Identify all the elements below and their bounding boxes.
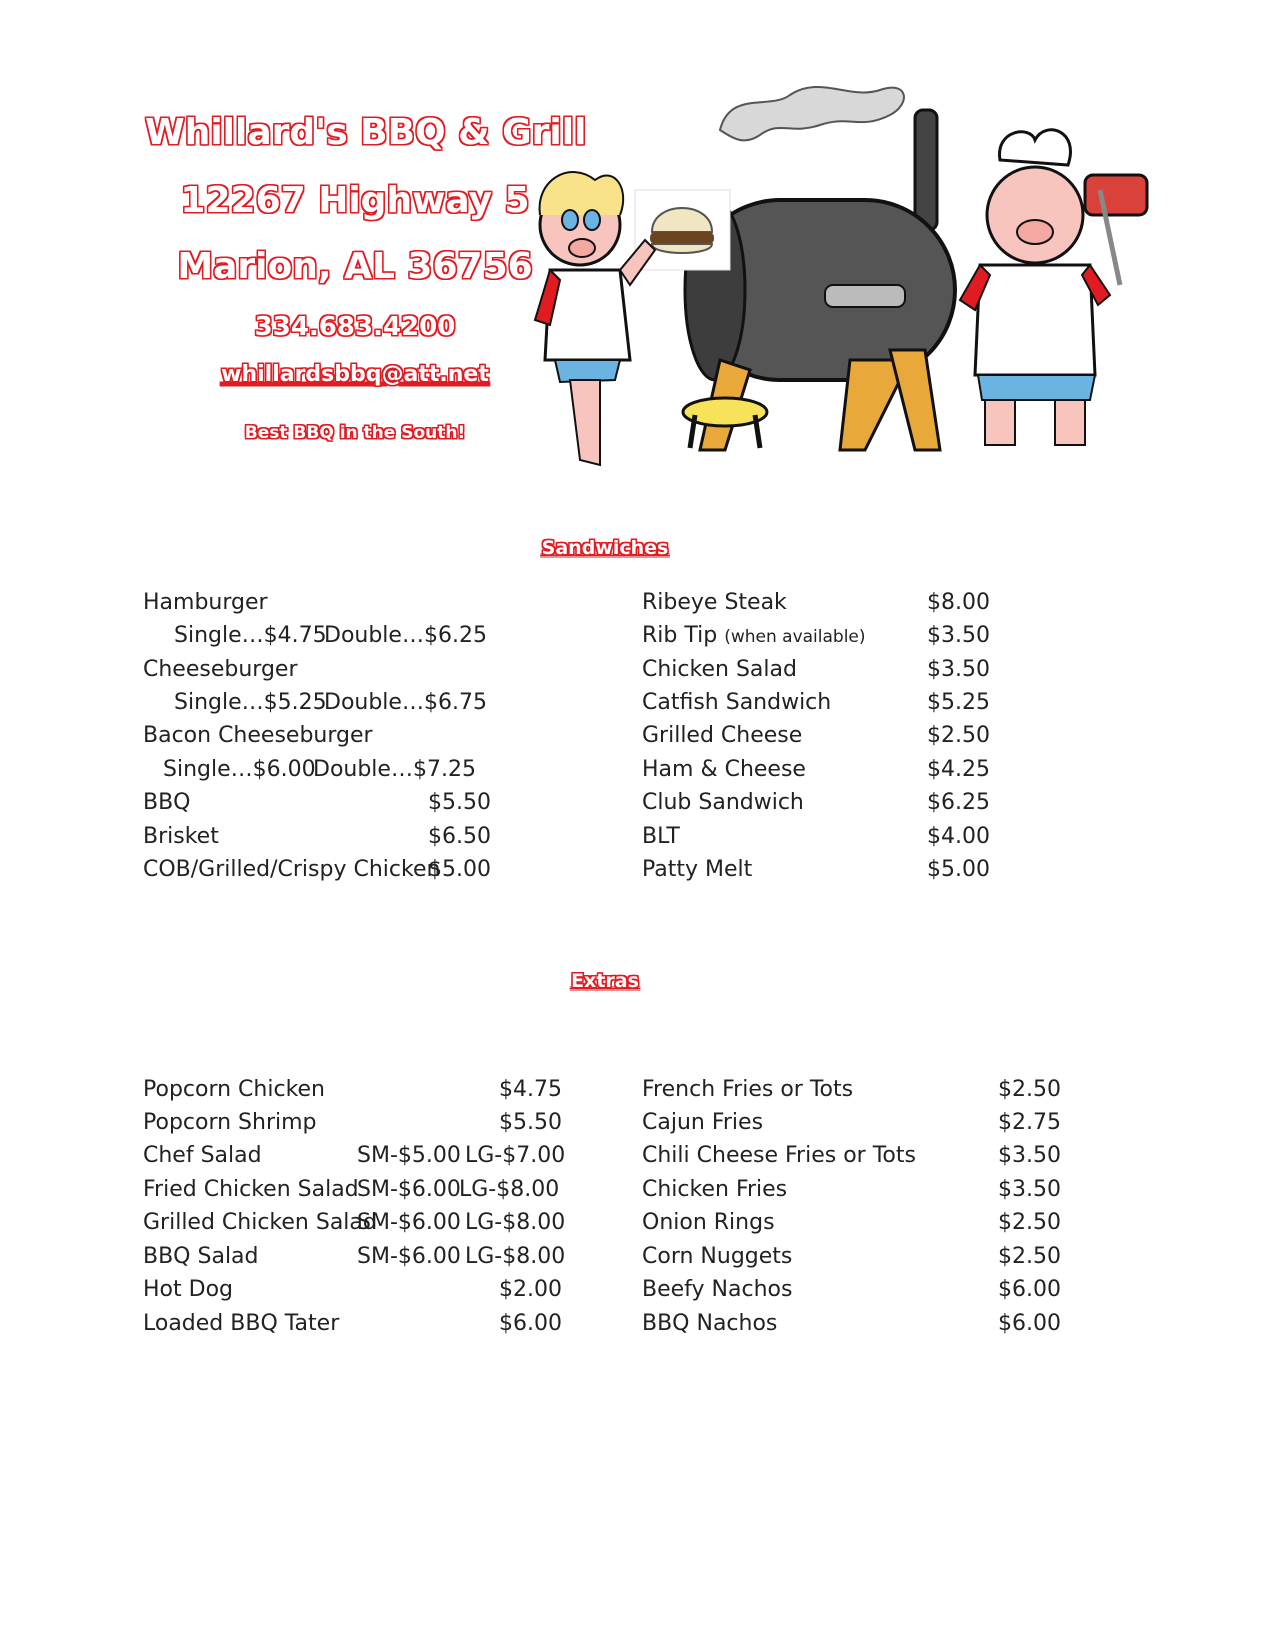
menu-option-hamburger-double: Double…$6.25 xyxy=(324,623,487,648)
restaurant-name: Whillard's BBQ & Grill xyxy=(145,112,587,153)
menu-item-name: Chicken Fries xyxy=(642,1177,788,1202)
menu-item-price: $6.00 xyxy=(499,1311,562,1336)
menu-item-name: Chili Cheese Fries or Tots xyxy=(642,1143,916,1168)
menu-item-price: $3.50 xyxy=(998,1143,1061,1168)
menu-item-name: Chef Salad xyxy=(143,1143,262,1168)
menu-item-price: $2.50 xyxy=(927,723,990,748)
menu-item-name: Popcorn Shrimp xyxy=(143,1110,317,1135)
menu-item-price-small: SM-$6.00 xyxy=(357,1177,461,1202)
menu-item-price: $3.50 xyxy=(927,657,990,682)
menu-item-price: $2.50 xyxy=(998,1210,1061,1235)
city-address: Marion, AL 36756 xyxy=(177,246,533,287)
menu-item-price: $5.00 xyxy=(428,857,491,882)
menu-item-price-small: SM-$5.00 xyxy=(357,1143,461,1168)
menu-item-name xyxy=(642,623,866,648)
pig-chef-icon xyxy=(960,130,1147,445)
menu-item-price-large: LG-$7.00 xyxy=(465,1143,566,1168)
menu-item-price: $5.50 xyxy=(428,790,491,815)
menu-item-name: BBQ Salad xyxy=(143,1244,259,1269)
menu-item-name: Loaded BBQ Tater xyxy=(143,1311,340,1336)
menu-item-price-large: LG-$8.00 xyxy=(459,1177,560,1202)
menu-option-cheeseburger-single: Single…$5.25 xyxy=(174,690,327,715)
sandwiches-heading: Sandwiches xyxy=(541,537,669,559)
menu-item-price: $5.25 xyxy=(927,690,990,715)
menu-item-name: Grilled Cheese xyxy=(642,723,803,748)
menu-item-price-small: SM-$6.00 xyxy=(357,1210,461,1235)
phone-number: 334.683.4200 xyxy=(254,312,456,342)
pig-chefs-smoker-illustration xyxy=(520,70,1160,490)
menu-item-price: $4.75 xyxy=(499,1077,562,1102)
smoke-icon xyxy=(720,87,904,140)
menu-item-name: BBQ xyxy=(143,790,191,815)
menu-item-price: $2.00 xyxy=(499,1277,562,1302)
menu-item-name: BBQ Nachos xyxy=(642,1311,778,1336)
menu-item-name: Onion Rings xyxy=(642,1210,775,1235)
email-link[interactable]: whillardsbbq@att.net xyxy=(221,362,489,387)
slogan: Best BBQ in the South! xyxy=(244,423,466,443)
menu-item-name: Ham & Cheese xyxy=(642,757,806,782)
menu-option-bacon-double: Double…$7.25 xyxy=(313,757,476,782)
menu-option-hamburger-single: Single…$4.75 xyxy=(174,623,327,648)
menu-item-name: Beefy Nachos xyxy=(642,1277,793,1302)
menu-item-price-large: LG-$8.00 xyxy=(465,1244,566,1269)
menu-item-name: Popcorn Chicken xyxy=(143,1077,326,1102)
menu-item-name: Catfish Sandwich xyxy=(642,690,832,715)
menu-item-price-large: LG-$8.00 xyxy=(465,1210,566,1235)
menu-item-price: $2.50 xyxy=(998,1077,1061,1102)
menu-item-price: $3.50 xyxy=(998,1177,1061,1202)
menu-item-price: $6.50 xyxy=(428,824,491,849)
menu-item-price: $5.50 xyxy=(499,1110,562,1135)
menu-item-name: BLT xyxy=(642,824,680,849)
menu-item-price: $6.00 xyxy=(998,1277,1061,1302)
menu-item-name: Fried Chicken Salad xyxy=(143,1177,359,1202)
menu-item-note: (when available) xyxy=(724,627,866,647)
menu-item-price: $2.50 xyxy=(998,1244,1061,1269)
menu-option-bacon-single: Single…$6.00 xyxy=(163,757,316,782)
menu-item-name: Cajun Fries xyxy=(642,1110,764,1135)
menu-item-name: Brisket xyxy=(143,824,219,849)
menu-item-cheeseburger: Cheeseburger xyxy=(143,657,298,682)
menu-item-name: Ribeye Steak xyxy=(642,590,787,615)
extras-heading: Extras xyxy=(571,970,639,992)
menu-item-name: Grilled Chicken Salad xyxy=(143,1210,377,1235)
menu-item-name: COB/Grilled/Crispy Chicken xyxy=(143,857,441,882)
menu-item-price: $5.00 xyxy=(927,857,990,882)
menu-item-name: Corn Nuggets xyxy=(642,1244,793,1269)
menu-item-hamburger: Hamburger xyxy=(143,590,268,615)
menu-item-price: $6.00 xyxy=(998,1311,1061,1336)
menu-item-price: $4.00 xyxy=(927,824,990,849)
menu-item-name: Hot Dog xyxy=(143,1277,233,1302)
menu-item-price: $4.25 xyxy=(927,757,990,782)
street-address: 12267 Highway 5 xyxy=(180,180,530,221)
menu-item-price-small: SM-$6.00 xyxy=(357,1244,461,1269)
menu-item-name: Club Sandwich xyxy=(642,790,804,815)
menu-item-name: Patty Melt xyxy=(642,857,753,882)
menu-item-name: French Fries or Tots xyxy=(642,1077,854,1102)
menu-item-price: $3.50 xyxy=(927,623,990,648)
menu-item-name: Chicken Salad xyxy=(642,657,797,682)
menu-item-price: $8.00 xyxy=(927,590,990,615)
menu-item-label: Rib Tip xyxy=(642,623,718,648)
menu-item-price: $6.25 xyxy=(927,790,990,815)
menu-option-cheeseburger-double: Double…$6.75 xyxy=(324,690,487,715)
menu-item-bacon-cheeseburger: Bacon Cheeseburger xyxy=(143,723,373,748)
menu-item-price: $2.75 xyxy=(998,1110,1061,1135)
